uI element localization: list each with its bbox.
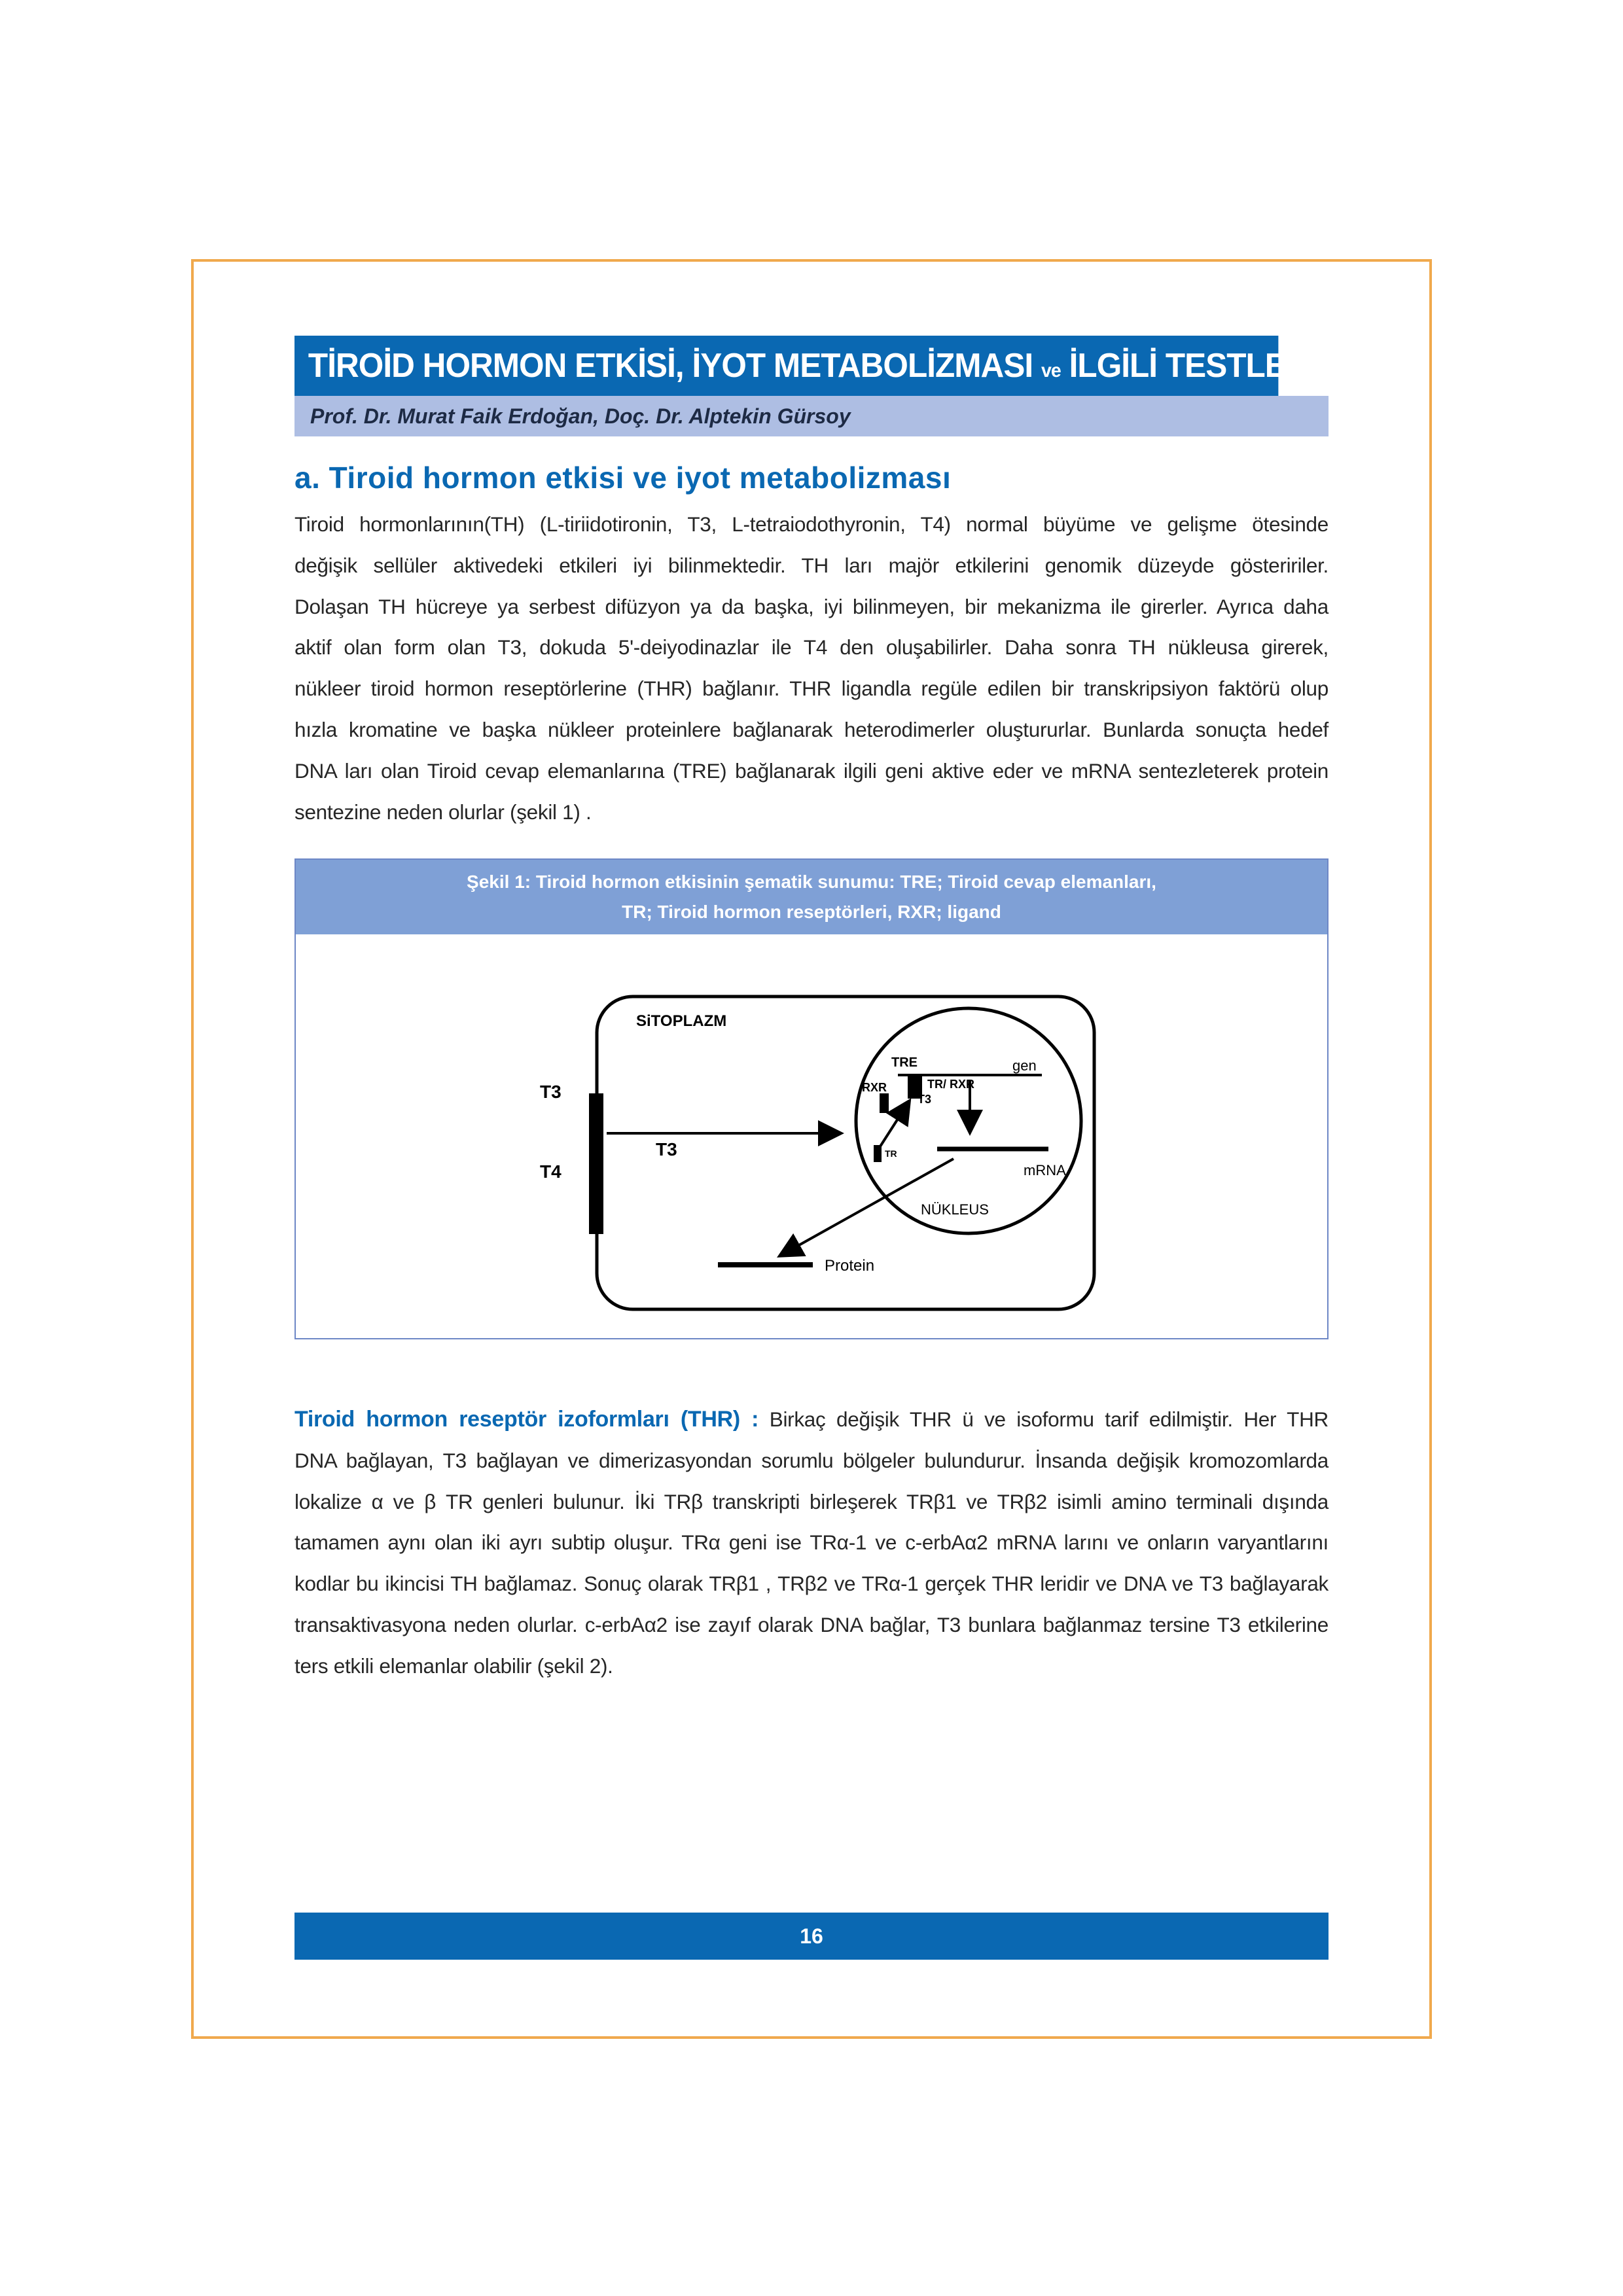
title-end: İLGİLİ TESTLER — [1069, 347, 1309, 385]
label-t3-bound: T3 — [918, 1093, 932, 1106]
receptor-first-line: Birkaç değişik THR ü ve isoformu tarif edilmiştir. Her THR — [769, 1407, 1329, 1431]
receptor-paragraph — [294, 1399, 1329, 1687]
title-ve: ve — [1041, 360, 1061, 381]
paragraph-line: aktif olan form olan T3, dokuda 5'-deiyodinazlar ile T4 den oluşabilirler. Daha sonra TH nükleusa girerek, — [294, 635, 1329, 660]
cell-membrane-bar — [589, 1093, 603, 1234]
label-gen: gen — [1012, 1057, 1037, 1074]
label-mrna: mRNA — [1024, 1162, 1066, 1178]
paragraph-line: tamamen aynı olan iki ayrı subtip oluşur. TRα geni ise TRα-1 ve c-erbAα2 mRNA larını ve onların varyantlarını — [294, 1530, 1329, 1555]
paragraph-line: DNA ları olan Tiroid cevap elemanlarına (TRE) bağlanarak ilgili geni aktive eder ve mRNA sentezleterek protein — [294, 758, 1329, 783]
paragraph-line: kodlar bu ikincisi TH bağlamaz. Sonuç olarak TRβ1 , TRβ2 ve TRα-1 gerçek THR leridir ve DNA ve T3 bağlayarak — [294, 1572, 1329, 1596]
figure-caption-line: TR; Tiroid hormon reseptörleri, RXR; ligand — [622, 902, 1001, 922]
title-main: TİROİD HORMON ETKİSİ, İYOT METABOLİZMASI — [308, 347, 1033, 385]
figure-caption — [296, 860, 1327, 934]
paragraph-line: DNA bağlayan, T3 bağlayan ve dimerizasyondan sorumlu bölgeler bulundurur. İnsanda değişik kromozomlarda — [294, 1448, 1329, 1472]
label-sitoplazm: SiTOPLAZM — [636, 1012, 727, 1030]
label-rxr: RXR — [862, 1081, 887, 1094]
paragraph-line: transaktivasyona neden olurlar. c-erbAα2 ise zayıf olarak DNA bağlar, T3 bunlara bağlanmaz tersine T3 etkilerine — [294, 1612, 1329, 1636]
paragraph-line: lokalize α ve β TR genleri bulunur. İki TRβ transkripti birleşerek TRβ1 ve TRβ2 isimli amino terminali dışında — [294, 1489, 1329, 1513]
label-t3-outside: T3 — [540, 1082, 562, 1102]
label-protein: Protein — [825, 1257, 875, 1275]
figure-caption-line: Şekil 1: Tiroid hormon etkisinin şematik sunumu: TRE; Tiroid cevap elemanları, — [467, 872, 1156, 892]
paragraph-line: hızla kromatine ve başka nükleer proteinlere bağlanarak heterodimerler oluştururlar. Bunlarda sonuçta hedef — [294, 717, 1329, 741]
receptor-heading: Tiroid hormon reseptör izoformları (THR) : — [294, 1407, 759, 1432]
author-line: Prof. Dr. Murat Faik Erdoğan, Doç. Dr. Alptekin Gürsoy — [294, 396, 1329, 436]
label-t3-inside: T3 — [656, 1139, 677, 1159]
page-number: 16 — [800, 1924, 823, 1948]
tr-block — [874, 1145, 882, 1162]
intro-paragraph — [294, 504, 1329, 832]
paragraph-line: değişik sellüler aktivedeki etkileri iyi bilinmektedir. TH ları majör etkilerini genomik düzeyde gösteririler. — [294, 553, 1329, 577]
paragraph-line: nükleer tiroid hormon reseptörlerine (THR) bağlanır. THR ligandla regüle edilen bir transkripsiyon faktörü olup — [294, 677, 1329, 701]
label-nukleus: NÜKLEUS — [921, 1201, 989, 1218]
label-tr: TR — [885, 1148, 897, 1159]
label-tre: TRE — [891, 1055, 918, 1070]
rxr-block — [880, 1093, 889, 1113]
paragraph-line: ters etkili elemanlar olabilir (şekil 2). — [294, 1653, 613, 1678]
paragraph-line: sentezine neden olurlar (şekil 1) . — [294, 800, 592, 824]
paragraph-line: Tiroid hormonlarının(TH) (L-tiriidotironin, T3, L-tetraiodothyronin, T4) normal büyüme ve gelişme ötesinde — [294, 512, 1329, 536]
paragraph-line — [294, 1399, 1329, 1440]
paragraph-line: Dolaşan TH hücreye ya serbest difüzyon ya da başka, iyi bilinmeyen, bir mekanizma ile girerler. Ayrıca daha — [294, 594, 1329, 618]
page-title — [294, 336, 1309, 396]
page-number-bar — [294, 1913, 1329, 1960]
label-t4-outside: T4 — [540, 1161, 562, 1182]
section-heading: a. Tiroid hormon etkisi ve iyot metabolizması — [294, 461, 952, 495]
figure-1 — [294, 858, 1329, 1339]
label-tr-rxr: TR/ RXR — [927, 1078, 974, 1091]
thyroid-action-diagram — [296, 934, 1327, 1339]
